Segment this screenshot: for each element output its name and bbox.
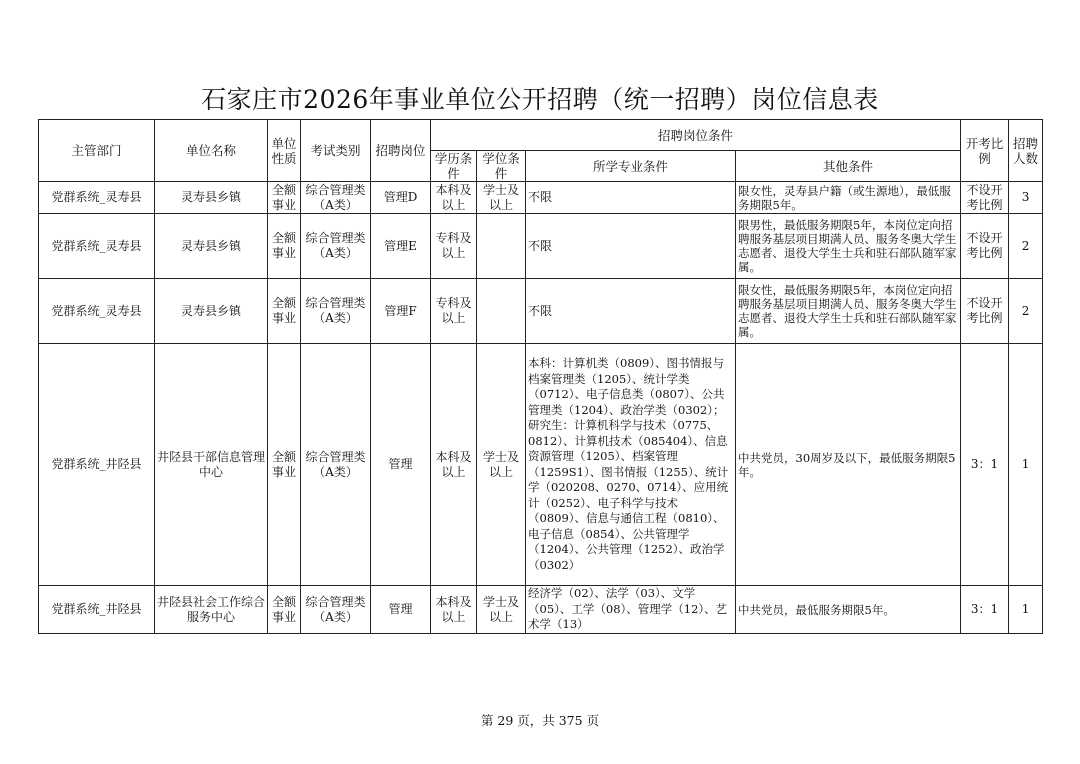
- cell-nature: 全额事业: [268, 214, 301, 279]
- cell-other: 限男性，最低服务期限5年，本岗位定向招聘服务基层项目期满人员、服务冬奥大学生志愿者、退役大学生士兵和驻石部队随军家属。: [736, 214, 961, 279]
- header-post: 招聘岗位: [371, 120, 431, 182]
- cell-exam: 综合管理类（A类）: [301, 344, 371, 586]
- cell-nature: 全额事业: [268, 279, 301, 344]
- cell-post: 管理D: [371, 182, 431, 214]
- cell-nature: 全额事业: [268, 344, 301, 586]
- table-row: [39, 214, 1043, 279]
- job-table: [38, 119, 1043, 634]
- cell-degree: 学士及以上: [477, 344, 526, 586]
- header-dept: 主管部门: [39, 120, 155, 182]
- cell-edu: 专科及以上: [431, 214, 477, 279]
- cell-major: 不限: [526, 279, 736, 344]
- cell-exam: 综合管理类（A类）: [301, 586, 371, 634]
- table-row: [39, 182, 1043, 214]
- page-footer: 第 29 页，共 375 页: [480, 713, 600, 728]
- cell-post: 管理: [371, 344, 431, 586]
- cell-ratio: 不设开考比例: [961, 214, 1009, 279]
- header-edu: 学历条件: [431, 151, 477, 182]
- cell-count: 1: [1009, 344, 1043, 586]
- table-row: [39, 344, 1043, 586]
- cell-unit: 灵寿县乡镇: [155, 182, 268, 214]
- cell-nature: 全额事业: [268, 182, 301, 214]
- header-unit: 单位名称: [155, 120, 268, 182]
- cell-ratio: 不设开考比例: [961, 182, 1009, 214]
- cell-degree: 学士及以上: [477, 586, 526, 634]
- cell-ratio: 不设开考比例: [961, 279, 1009, 344]
- cell-count: 2: [1009, 214, 1043, 279]
- cell-edu: 本科及以上: [431, 586, 477, 634]
- cell-ratio: 3：1: [961, 586, 1009, 634]
- page-title: 石家庄市2026年事业单位公开招聘（统一招聘）岗位信息表: [201, 85, 879, 114]
- table-row: [39, 586, 1043, 634]
- cell-other: 限女性，最低服务期限5年，本岗位定向招聘服务基层项目期满人员、服务冬奥大学生志愿者、退役大学生士兵和驻石部队随军家属。: [736, 279, 961, 344]
- table-row: [39, 279, 1043, 344]
- cell-exam: 综合管理类（A类）: [301, 182, 371, 214]
- header-other: 其他条件: [736, 151, 961, 182]
- cell-major: 不限: [526, 214, 736, 279]
- cell-dept: 党群系统_灵寿县: [39, 214, 155, 279]
- cell-count: 1: [1009, 586, 1043, 634]
- header-major: 所学专业条件: [526, 151, 736, 182]
- header-count: 招聘人数: [1009, 120, 1043, 182]
- cell-dept: 党群系统_井陉县: [39, 586, 155, 634]
- cell-edu: 专科及以上: [431, 279, 477, 344]
- cell-unit: 灵寿县乡镇: [155, 279, 268, 344]
- cell-major: 经济学（02）、法学（03）、文学（05）、工学（08）、管理学（12）、艺术学（13）: [526, 586, 736, 634]
- cell-other: 限女性，灵寿县户籍（或生源地），最低服务期限5年。: [736, 182, 961, 214]
- header-nature: 单位性质: [268, 120, 301, 182]
- cell-post: 管理: [371, 586, 431, 634]
- cell-post: 管理F: [371, 279, 431, 344]
- cell-unit: 井陉县社会工作综合服务中心: [155, 586, 268, 634]
- cell-dept: 党群系统_井陉县: [39, 344, 155, 586]
- cell-edu: 本科及以上: [431, 344, 477, 586]
- cell-degree: 学士及以上: [477, 182, 526, 214]
- cell-major: 本科：计算机类（0809）、图书情报与档案管理类（1205）、统计学类（0712）、电子信息类（0807）、公共管理类（1204）、政治学类（0302）；研究生：计算机科学与技术（0775、0812）、计算机技术（085404）、信息资源管理（1205）、档案管理（1259S1）、图书情报（1255）、统计学（020208、0270、0714）、应用统计（0252）、电子科学与技术（0809）、信息与通信工程（0810）、电子信息（0854）、公共管理学（1204）、公共管理（1252）、政治学（0302）: [526, 344, 736, 586]
- cell-unit: 灵寿县乡镇: [155, 214, 268, 279]
- cell-dept: 党群系统_灵寿县: [39, 182, 155, 214]
- cell-nature: 全额事业: [268, 586, 301, 634]
- cell-count: 3: [1009, 182, 1043, 214]
- cell-degree: [477, 214, 526, 279]
- cell-unit: 井陉县干部信息管理中心: [155, 344, 268, 586]
- cell-post: 管理E: [371, 214, 431, 279]
- header-exam: 考试类别: [301, 120, 371, 182]
- cell-edu: 本科及以上: [431, 182, 477, 214]
- cell-other: 中共党员，最低服务期限5年。: [736, 586, 961, 634]
- header-degree: 学位条件: [477, 151, 526, 182]
- cell-major: 不限: [526, 182, 736, 214]
- cell-count: 2: [1009, 279, 1043, 344]
- cell-other: 中共党员，30周岁及以下，最低服务期限5年。: [736, 344, 961, 586]
- cell-ratio: 3：1: [961, 344, 1009, 586]
- header-ratio: 开考比例: [961, 120, 1009, 182]
- cell-degree: [477, 279, 526, 344]
- cell-dept: 党群系统_灵寿县: [39, 279, 155, 344]
- cell-exam: 综合管理类（A类）: [301, 214, 371, 279]
- cell-exam: 综合管理类（A类）: [301, 279, 371, 344]
- header-conditions: 招聘岗位条件: [431, 120, 961, 151]
